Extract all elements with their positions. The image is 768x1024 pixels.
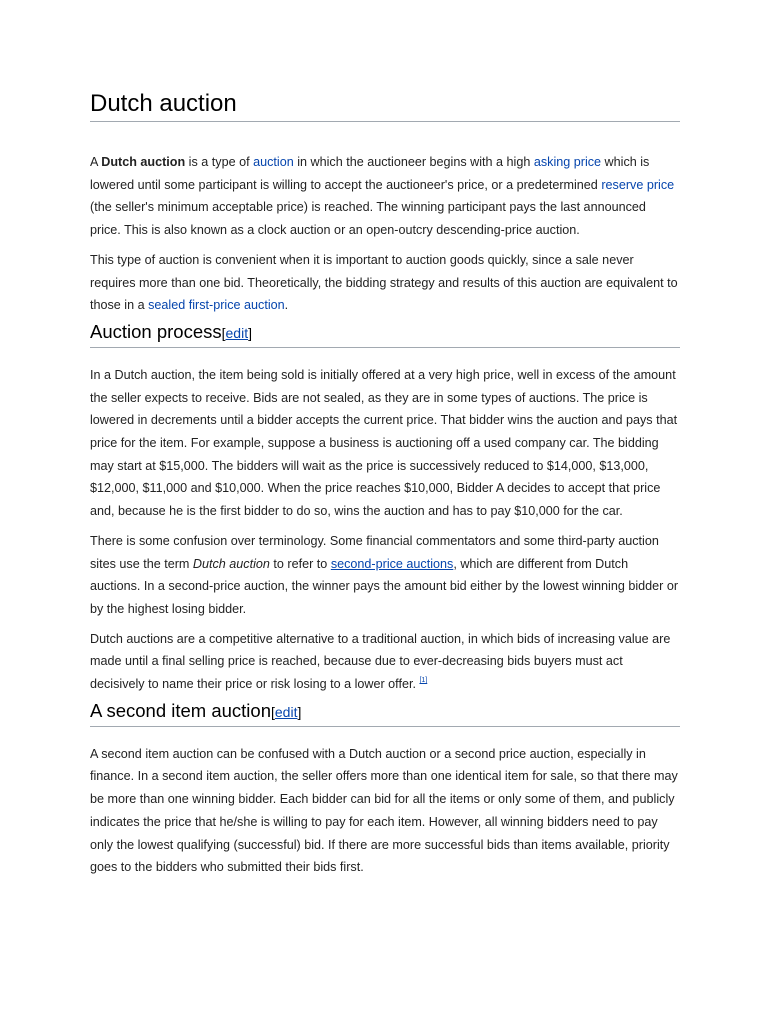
auction-process-paragraph-3: [90, 628, 680, 696]
text-run: A: [90, 155, 102, 169]
text-run: in which the auctioneer begins with a high: [293, 155, 534, 169]
article: [90, 88, 680, 879]
link-second-price-auctions[interactable]: second-price auctions: [330, 556, 454, 571]
text-run: to refer to: [269, 556, 331, 571]
text-run: is a type of: [185, 155, 254, 169]
text-run: .: [284, 298, 289, 313]
text-run: There is some confusion over terminology. Some financial commentators and some third-party auction sites use the term: [90, 533, 659, 571]
edit-link[interactable]: edit: [274, 703, 298, 720]
text-run: , which are different from Dutch auctions. In a second-price auction, the winner pays the amount bid either by the lowest winning bidder or by the highest losing bidder.: [90, 556, 679, 616]
edit-link[interactable]: edit: [225, 324, 249, 341]
edit-section: [edit]: [271, 703, 302, 720]
link-asking-price[interactable]: asking price: [533, 155, 602, 169]
italic-term: Dutch auction: [192, 556, 270, 571]
text-run: (the seller's minimum acceptable price) is reached. The winning participant pays the last announced price. This is also known as a clock auction or an open-outcry descending-price auction.: [90, 200, 646, 238]
bold-term: Dutch auction: [101, 155, 186, 169]
reference-link[interactable]: [1]: [419, 677, 428, 685]
section-heading-text: Auction process: [90, 320, 222, 342]
intro-paragraph-1: [90, 151, 680, 242]
reference-superscript: [419, 677, 427, 684]
intro-paragraph-2: [90, 249, 680, 317]
section-heading-text: A second item auction: [90, 699, 271, 721]
page-title: Dutch auction: [90, 88, 680, 122]
text-run: Dutch auctions are a competitive alternative to a traditional auction, in which bids of increasing value are made until a final selling price is reached, because due to ever-decreasing bids buyers must act decisively to name their price or risk losing to a lower offer.: [90, 631, 671, 692]
auction-process-paragraph-2: [90, 530, 680, 621]
link-sealed-first-price-auction[interactable]: sealed first-price auction: [148, 298, 285, 313]
text-run: which is lowered until some participant is willing to accept the auctioneer's price, or a predetermined: [90, 155, 650, 192]
section-heading-second-item-auction: [90, 698, 680, 727]
auction-process-paragraph-1: In a Dutch auction, the item being sold is initially offered at a very high price, well in excess of the amount the seller expects to receive. Bids are not sealed, as they are in some types of auctions. The price is lowered in decrements until a bidder accepts the current price. That bidder wins the auction and pays that price for the item. For example, suppose a business is auctioning off a used company car. The bidding may start at $15,000. The bidders will wait as the price is successively reduced to $14,000, $13,000, $12,000, $11,000 and $10,000. When the price reaches $10,000, Bidder A decides to accept that price and, because he is the first bidder to do so, wins the auction and has to pay $10,000 for the car.: [90, 367, 678, 519]
section-heading-auction-process: [90, 319, 680, 348]
edit-section: [edit]: [221, 324, 252, 341]
link-auction[interactable]: auction: [253, 155, 294, 169]
link-reserve-price[interactable]: reserve price: [601, 177, 675, 192]
second-item-paragraph-1: A second item auction can be confused with a Dutch auction or a second price auction, especially in finance. In a second item auction, the seller offers more than one identical item for sale, so that there may be more than one winning bidder. Each bidder can bid for all the items or only some of them, and publicly indicates the price that he/she is willing to pay for each item. However, all winning bidders need to pay only the lowest qualifying (successful) bid. If there are more successful bids than items available, priority goes to the bidders who submitted their bids first.: [90, 746, 678, 875]
text-run: This type of auction is convenient when it is important to auction goods quickly, since a sale never requires more than one bid. Theoretically, the bidding strategy and results of this auction are equivalent to those in a: [90, 252, 678, 313]
